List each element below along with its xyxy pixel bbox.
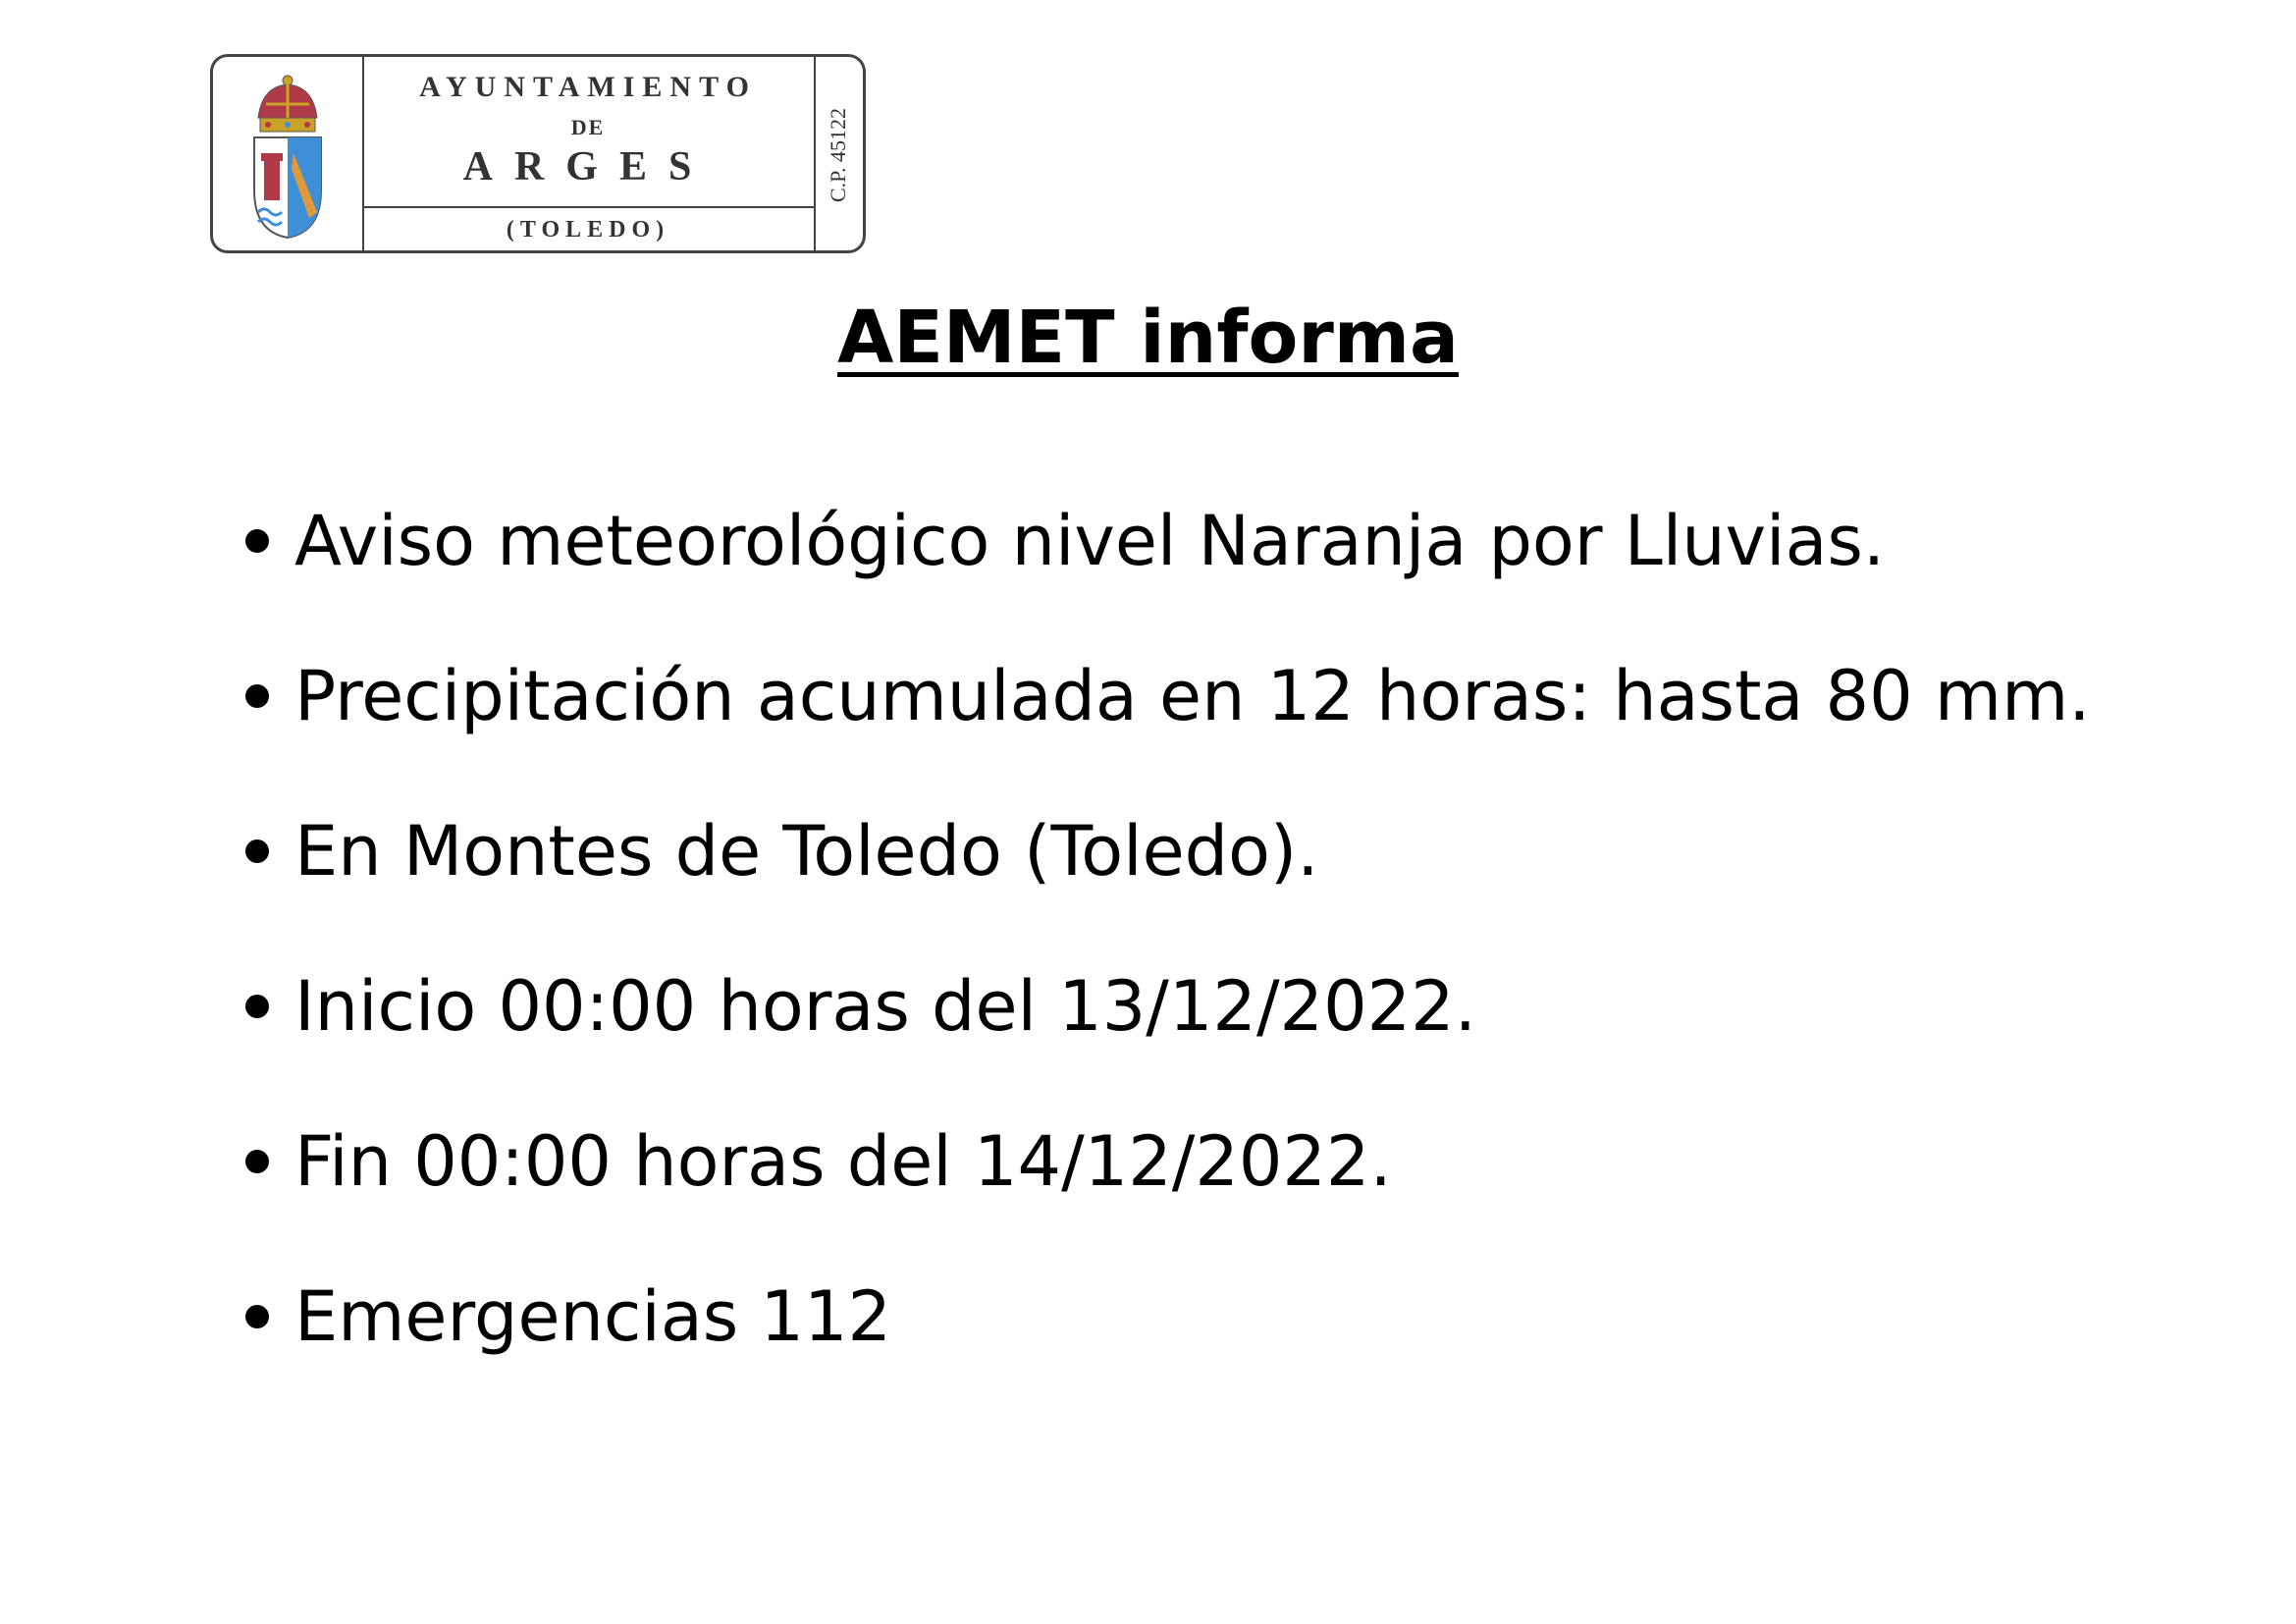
postal-code: C.P. 45122 <box>826 108 850 202</box>
municipality-name-cell <box>362 57 816 250</box>
bulletin-list <box>245 463 2091 1394</box>
list-item-text: Fin 00:00 horas del 14/12/2022. <box>294 1121 1392 1202</box>
municipal-coat-of-arms-icon <box>248 75 327 242</box>
letterhead-province: (TOLEDO) <box>506 217 670 243</box>
letterhead-town-name: ARGES <box>462 144 714 189</box>
list-item <box>245 1239 2091 1394</box>
bullet-icon <box>245 1150 269 1173</box>
letterhead <box>210 54 866 253</box>
list-item <box>245 619 2091 774</box>
list-item <box>245 1084 2091 1239</box>
page-title <box>0 295 2296 382</box>
letterhead-divider <box>362 206 814 208</box>
list-item-text: Aviso meteorológico nivel Naranja por Lluvias. <box>294 501 1886 581</box>
list-item-text: En Montes de Toledo (Toledo). <box>294 811 1319 892</box>
bullet-icon <box>245 839 269 863</box>
postal-code-cell <box>814 57 863 250</box>
letterhead-line-de: DE <box>570 115 606 139</box>
bullet-icon <box>245 684 269 708</box>
list-item <box>245 929 2091 1084</box>
list-item <box>245 774 2091 929</box>
page-title-text: AEMET informa <box>837 296 1459 380</box>
list-item-text: Inicio 00:00 horas del 13/12/2022. <box>294 966 1476 1047</box>
list-item-text: Emergencias 112 <box>294 1276 892 1357</box>
letterhead-line-ayuntamiento: AYUNTAMIENTO <box>419 71 757 103</box>
bullet-icon <box>245 995 269 1018</box>
crest-cell <box>213 57 364 250</box>
list-item <box>245 463 2091 619</box>
list-item-text: Precipitación acumulada en 12 horas: hasta 80 mm. <box>294 656 2091 736</box>
bullet-icon <box>245 529 269 553</box>
bullet-icon <box>245 1305 269 1328</box>
